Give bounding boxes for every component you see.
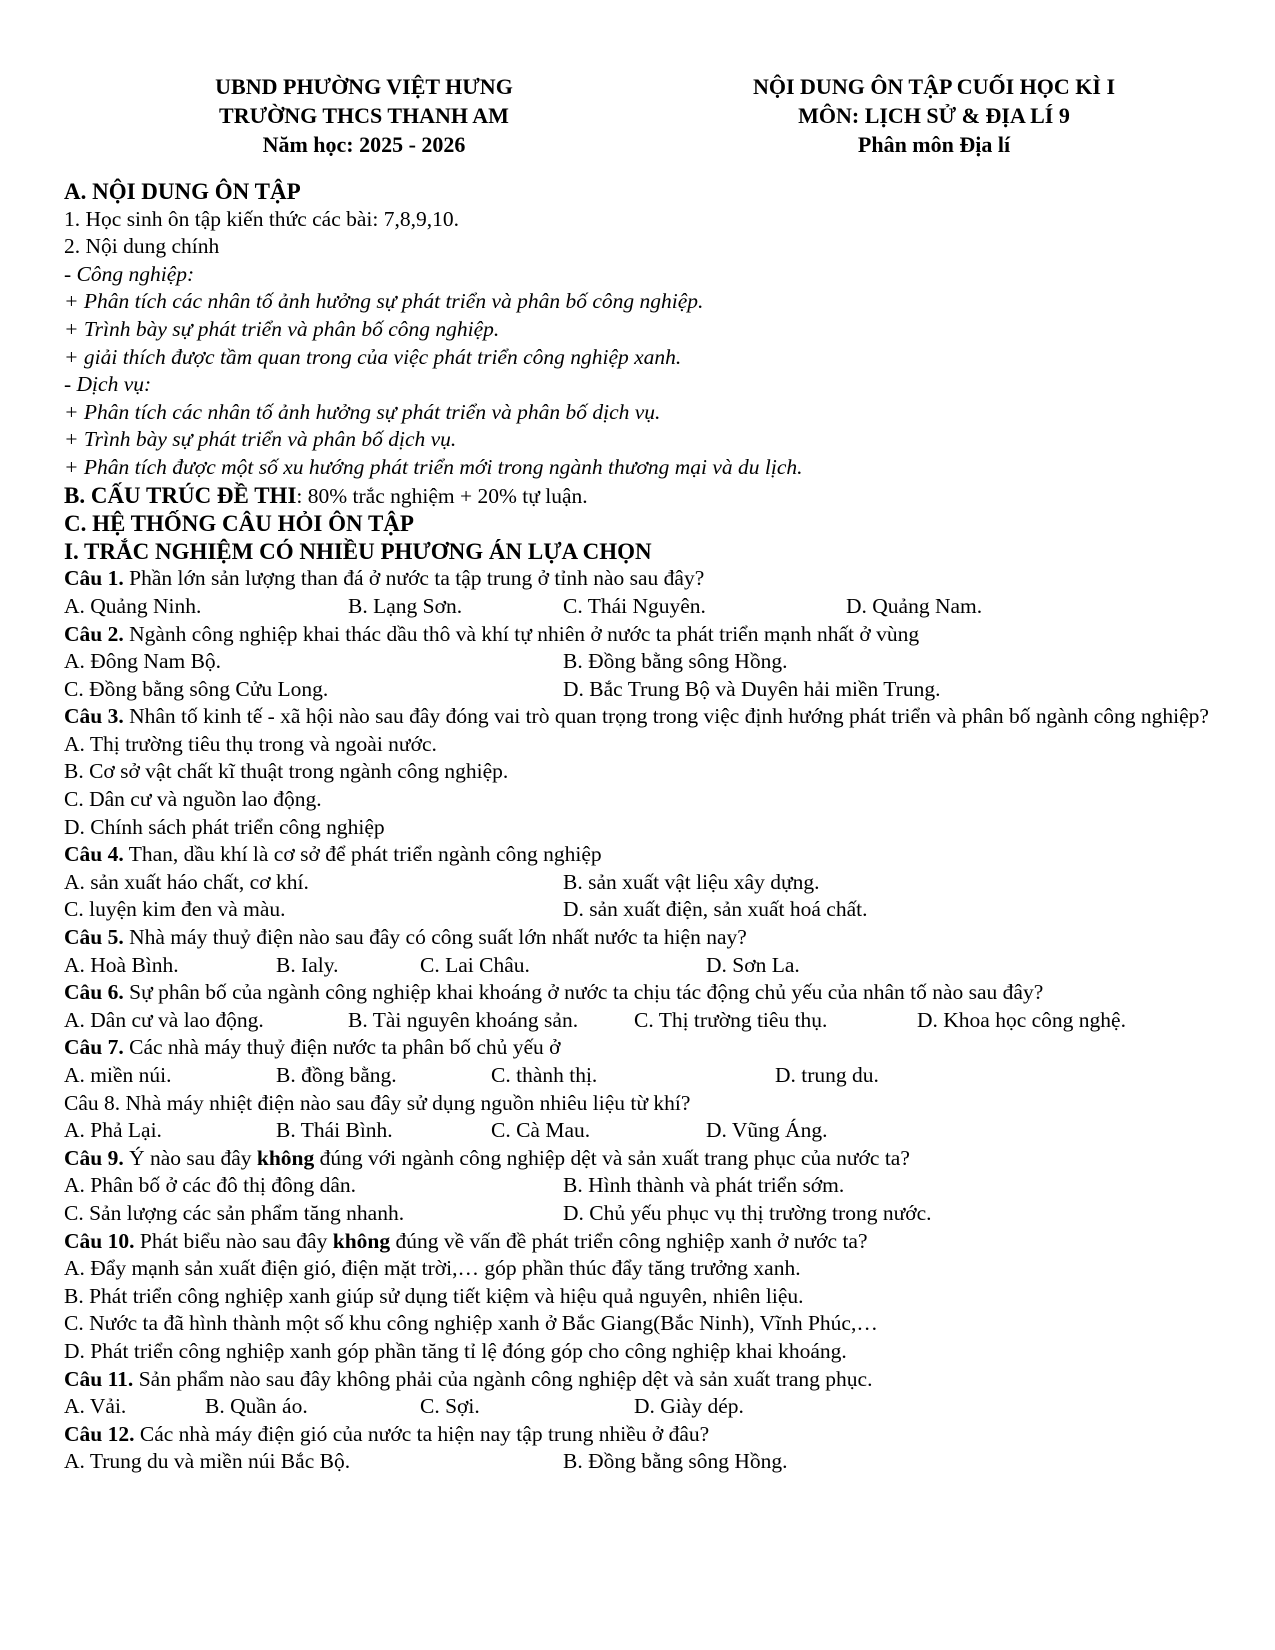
section-a-title: A. NỘI DUNG ÔN TẬP bbox=[64, 179, 301, 204]
question-label: Câu 2. bbox=[64, 621, 124, 646]
question-text: Các nhà máy điện gió của nước ta hiện nay tập trung nhiều ở đâu? bbox=[134, 1421, 710, 1446]
option-a: A. Hoà Bình. bbox=[64, 952, 179, 977]
section-a-item-1: 1. Học sinh ôn tập kiến thức các bài: 7,8,9,10. bbox=[64, 206, 459, 231]
option-d: D. Khoa học công nghệ. bbox=[917, 1007, 1126, 1032]
question-label: Câu 9. bbox=[64, 1145, 124, 1170]
option-b: B. Đồng bằng sông Hồng. bbox=[563, 1449, 788, 1474]
question-label: Câu 6. bbox=[64, 980, 124, 1005]
option-a: A. Quảng Ninh. bbox=[64, 593, 202, 618]
option-d: D. trung du. bbox=[775, 1063, 879, 1087]
option-d: D. Vũng Áng. bbox=[706, 1118, 828, 1143]
option-a: A. Đẩy mạnh sản xuất điện gió, điện mặt trời,… góp phần thúc đẩy tăng trưởng xanh. bbox=[64, 1256, 801, 1281]
question-label: Câu 11. bbox=[64, 1366, 134, 1391]
ward-name: UBND PHƯỜNG VIỆT HƯNG bbox=[215, 74, 513, 99]
option-a: A. miền núi. bbox=[64, 1063, 172, 1087]
service-point: + Phân tích các nhân tố ảnh hưởng sự phát triển và phân bố dịch vụ. bbox=[64, 399, 661, 424]
service-point: + Trình bày sự phát triển và phân bố dịch vụ. bbox=[64, 427, 457, 452]
option-a: A. Phân bố ở các đô thị đông dân. bbox=[64, 1173, 357, 1198]
option-c: C. luyện kim đen và màu. bbox=[64, 897, 286, 922]
question-11 bbox=[64, 1366, 1214, 1394]
title-line: NỘI DUNG ÔN TẬP CUỐI HỌC KÌ I bbox=[752, 74, 1116, 99]
question-7 bbox=[64, 1034, 1214, 1062]
option-c: C. Sản lượng các sản phẩm tăng nhanh. bbox=[64, 1200, 405, 1225]
option-c: C. Thị trường tiêu thụ. bbox=[634, 1007, 828, 1032]
option-b: B. Đồng bằng sông Hồng. bbox=[563, 649, 788, 674]
question-text: Phần lớn sản lượng than đá ở nước ta tập trung ở tỉnh nào sau đây? bbox=[123, 566, 705, 591]
option-b: B. Ialy. bbox=[276, 952, 339, 977]
option-b: B. Quần áo. bbox=[205, 1394, 308, 1419]
question-8-options bbox=[64, 1117, 1214, 1145]
question-12 bbox=[64, 1421, 1214, 1449]
subsubject-line: Phân môn Địa lí bbox=[857, 132, 1011, 157]
option-d: D. Quảng Nam. bbox=[846, 593, 983, 618]
question-5-options bbox=[64, 952, 1214, 980]
school-info bbox=[124, 72, 604, 159]
section-a-item-2: 2. Nội dung chính bbox=[64, 234, 220, 259]
question-label: Câu 10. bbox=[64, 1228, 135, 1253]
question-5 bbox=[64, 924, 1214, 952]
option-c: C. Nước ta đã hình thành một số khu công nghiệp xanh ở Bắc Giang(Bắc Ninh), Vĩnh Phúc,… bbox=[64, 1311, 878, 1336]
option-b: B. Tài nguyên khoáng sản. bbox=[348, 1007, 579, 1032]
option-c: C. Cà Mau. bbox=[491, 1118, 591, 1143]
section-b bbox=[64, 482, 1214, 511]
question-text: Nhân tố kinh tế - xã hội nào sau đây đóng vai trò quan trọng trong việc định hướng phát triển và phân bố ngành công nghiệp? bbox=[123, 704, 1209, 729]
question-7-options bbox=[64, 1062, 1214, 1090]
question-text: đúng với ngành công nghiệp dệt và sản xuất trang phục của nước ta? bbox=[314, 1145, 910, 1170]
question-11-options bbox=[64, 1393, 1214, 1421]
option-c: C. Đồng bằng sông Cửu Long. bbox=[64, 676, 329, 701]
option-a: A. Dân cư và lao động. bbox=[64, 1007, 264, 1032]
option-d: D. Chủ yếu phục vụ thị trường trong nước. bbox=[563, 1200, 932, 1225]
option-c: C. Sợi. bbox=[420, 1394, 480, 1419]
question-text: Phát biểu nào sau đây bbox=[134, 1228, 333, 1253]
question-4-options bbox=[64, 896, 1214, 924]
option-d: D. sản xuất điện, sản xuất hoá chất. bbox=[563, 897, 868, 922]
document-header bbox=[64, 72, 1214, 164]
question-10 bbox=[64, 1228, 1214, 1256]
negation-word: không bbox=[256, 1145, 315, 1170]
option-c: C. Thái Nguyên. bbox=[563, 593, 706, 618]
question-label: Câu 3. bbox=[64, 704, 124, 729]
question-label: Câu 7. bbox=[64, 1035, 124, 1060]
question-2 bbox=[64, 621, 1214, 649]
option-d: D. Chính sách phát triển công nghiệp bbox=[64, 814, 385, 839]
option-a: A. Trung du và miền núi Bắc Bộ. bbox=[64, 1449, 351, 1474]
option-a: A. sản xuất háo chất, cơ khí. bbox=[64, 869, 309, 894]
option-c: C. thành thị. bbox=[491, 1063, 598, 1087]
section-c-title: C. HỆ THỐNG CÂU HỎI ÔN TẬP bbox=[64, 511, 414, 537]
question-label: Câu 5. bbox=[64, 925, 124, 950]
question-text: Ý nào sau đây bbox=[123, 1145, 257, 1170]
question-8: Câu 8. Nhà máy nhiệt điện nào sau đây sử dụng nguồn nhiêu liệu từ khí? bbox=[64, 1090, 691, 1115]
question-4-options bbox=[64, 869, 1214, 897]
option-b: B. Lạng Sơn. bbox=[348, 593, 463, 618]
option-b: B. Thái Bình. bbox=[276, 1118, 393, 1143]
document-page bbox=[64, 72, 1214, 1476]
question-9 bbox=[64, 1145, 1214, 1173]
subject-line: MÔN: LỊCH SỬ & ĐỊA LÍ 9 bbox=[798, 103, 1070, 128]
question-label: Câu 4. bbox=[64, 842, 124, 867]
service-point: + Phân tích được một số xu hướng phát triển mới trong ngành thương mại và du lịch. bbox=[64, 454, 803, 479]
option-b: B. sản xuất vật liệu xây dựng. bbox=[563, 869, 820, 894]
document-body bbox=[64, 178, 1214, 1476]
section-b-text: : 80% trắc nghiệm + 20% tự luận. bbox=[296, 483, 588, 508]
question-12-options bbox=[64, 1448, 1214, 1476]
option-a: A. Vải. bbox=[64, 1394, 127, 1419]
option-a: A. Thị trường tiêu thụ trong và ngoài nước. bbox=[64, 731, 437, 756]
option-d: D. Sơn La. bbox=[706, 952, 800, 977]
industry-point: + giải thích được tầm quan trong của việc phát triển công nghiệp xanh. bbox=[64, 344, 682, 369]
question-text: Nhà máy thuỷ điện nào sau đây có công suất lớn nhất nước ta hiện nay? bbox=[123, 925, 747, 950]
question-text: Các nhà máy thuỷ điện nước ta phân bố chủ yếu ở bbox=[123, 1035, 561, 1060]
industry-point: + Trình bày sự phát triển và phân bố công nghiệp. bbox=[64, 316, 500, 341]
question-1-options bbox=[64, 593, 1214, 621]
question-text: Ngành công nghiệp khai thác dầu thô và khí tự nhiên ở nước ta phát triển mạnh nhất ở vùng bbox=[123, 621, 920, 646]
option-b: B. đồng bằng. bbox=[276, 1063, 397, 1087]
question-2-options bbox=[64, 648, 1214, 676]
option-d: D. Phát triển công nghiệp xanh góp phần tăng tỉ lệ đóng góp cho công nghiệp khai khoáng. bbox=[64, 1338, 847, 1363]
question-label: Câu 1. bbox=[64, 566, 124, 591]
question-text: Sự phân bố của ngành công nghiệp khai khoáng ở nước ta chịu tác động chủ yếu của nhân tố nào sau đây? bbox=[123, 980, 1044, 1005]
negation-word: không bbox=[332, 1228, 391, 1253]
question-4 bbox=[64, 841, 1214, 869]
question-9-options bbox=[64, 1200, 1214, 1228]
question-9-options bbox=[64, 1172, 1214, 1200]
question-text: Sản phẩm nào sau đây không phải của ngành công nghiệp dệt và sản xuất trang phục. bbox=[133, 1366, 873, 1391]
option-b: B. Cơ sở vật chất kĩ thuật trong ngành công nghiệp. bbox=[64, 759, 509, 784]
section-b-title: B. CẤU TRÚC ĐỀ THI bbox=[64, 482, 297, 508]
option-c: C. Lai Châu. bbox=[420, 952, 530, 977]
question-label: Câu 12. bbox=[64, 1421, 135, 1446]
question-6-options bbox=[64, 1007, 1214, 1035]
part-i-title: I. TRẮC NGHIỆM CÓ NHIỀU PHƯƠNG ÁN LỰA CHỌN bbox=[64, 538, 652, 564]
option-c: C. Dân cư và nguồn lao động. bbox=[64, 787, 322, 812]
question-2-options bbox=[64, 676, 1214, 704]
question-6 bbox=[64, 979, 1214, 1007]
industry-point: + Phân tích các nhân tố ảnh hưởng sự phát triển và phân bố công nghiệp. bbox=[64, 289, 704, 314]
option-b: B. Phát triển công nghiệp xanh giúp sử dụng tiết kiệm và hiệu quả nguyên, nhiên liệu. bbox=[64, 1283, 804, 1308]
industry-heading: - Công nghiệp: bbox=[64, 261, 195, 286]
option-d: D. Giày dép. bbox=[634, 1394, 744, 1419]
option-b: B. Hình thành và phát triển sớm. bbox=[563, 1173, 845, 1198]
option-d: D. Bắc Trung Bộ và Duyên hải miền Trung. bbox=[563, 676, 941, 701]
question-1 bbox=[64, 565, 1214, 593]
option-a: A. Phả Lại. bbox=[64, 1118, 162, 1143]
question-text: Than, dầu khí là cơ sở để phát triển ngành công nghiệp bbox=[123, 842, 602, 867]
school-name: TRƯỜNG THCS THANH AM bbox=[219, 103, 509, 128]
question-3 bbox=[64, 703, 1214, 731]
school-year: Năm học: 2025 - 2026 bbox=[262, 132, 466, 157]
option-a: A. Đông Nam Bộ. bbox=[64, 649, 222, 674]
document-title bbox=[654, 72, 1214, 159]
question-text: đúng về vấn đề phát triển công nghiệp xanh ở nước ta? bbox=[390, 1228, 868, 1253]
service-heading: - Dịch vụ: bbox=[64, 372, 152, 397]
